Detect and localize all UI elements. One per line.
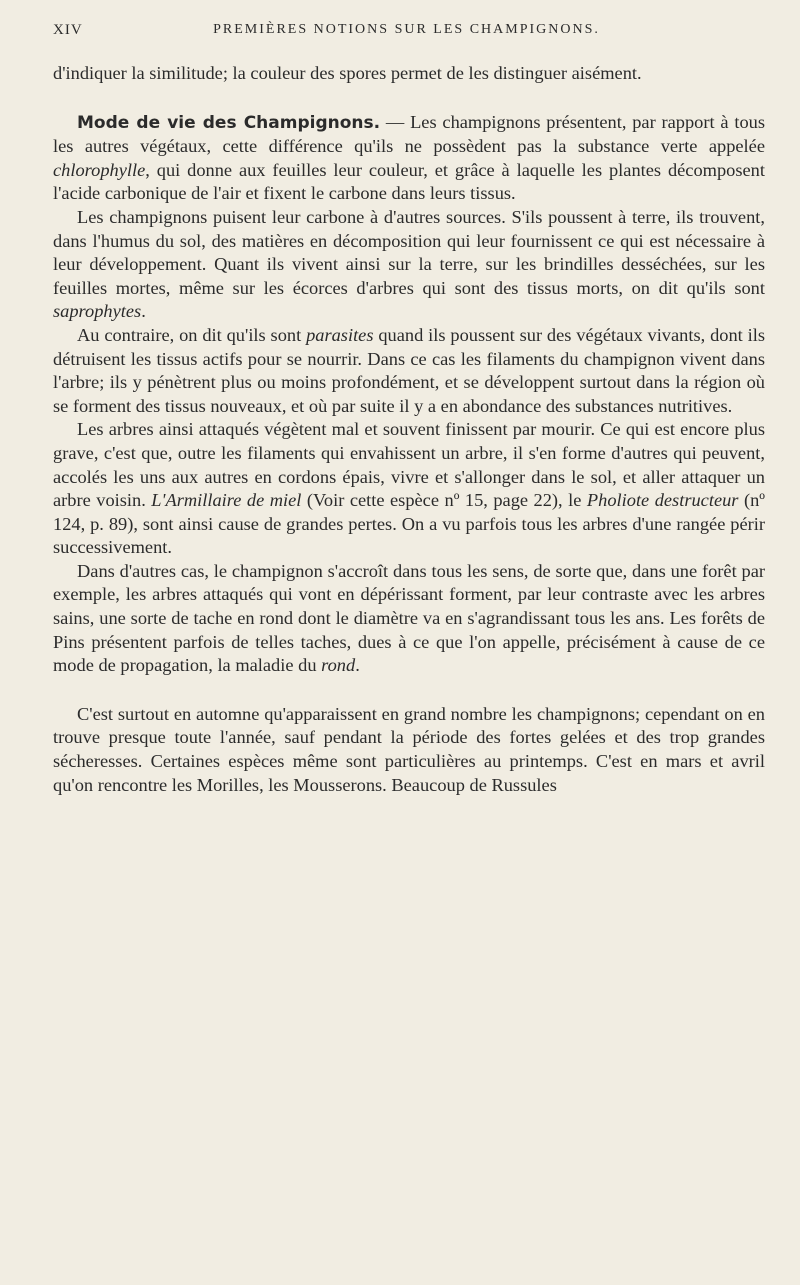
running-title: PREMIÈRES NOTIONS SUR LES CHAMPIGNONS. <box>213 22 600 37</box>
paragraph-maladie-du-rond: Dans d'autres cas, le champignon s'accroît dans tous les sens, de sorte que, dans une forêt par exemple, les arbres attaqués qui vont en dépérissant forment, par leur contraste avec les arbres sains, une sorte de tache en rond dont le diamètre va en s'agrandissant tous les ans. Les forêts de Pins présentent parfois de telles taches, dues à ce que l'on appelle, précisément à cause de ce mode de propagation, la maladie du rond. <box>53 560 765 676</box>
paragraph-mode-de-vie: Mode de vie des Champignons. — Les champignons présentent, par rapport à tous les autres végétaux, cette différence qu'ils ne possèdent pas la substance verte appelée chlorophylle, qui donne aux feuilles leur couleur, et grâce à laquelle les plantes décomposent l'acide carbonique de l'air et fixent le carbone dans leurs tissus. <box>53 111 765 204</box>
term-chlorophylle: chlorophylle <box>53 159 146 180</box>
term-parasites: parasites <box>306 324 374 345</box>
term-armillaire: L'Armillaire de miel <box>151 490 302 511</box>
section-title: Mode de vie des Champignons. <box>77 112 381 133</box>
paragraph-saprophytes: Les champignons puisent leur carbone à d'autres sources. S'ils poussent à terre, ils trouvent, dans l'humus du sol, des matières en décomposition qui leur fournissent ce qui est nécessaire à leur développement. Quant ils vivent ainsi sur la terre, sur les brindilles desséchées, sur les feuilles mortes, même sur les écorces d'arbres qui sont des tissus morts, on dit qu'ils sont saprophytes. <box>53 206 765 322</box>
term-pholiote: Pholiote destructeur <box>586 490 739 511</box>
text-body <box>53 62 765 797</box>
paragraph-parasites: Au contraire, on dit qu'ils sont parasites quand ils poussent sur des végétaux vivants, dont ils détruisent les tissus actifs pour se nourrir. Dans ce cas les filaments du champignon vivent dans l'arbre; ils y pénètrent plus ou moins profondément, et se développent surtout dans la région où se forment des tissus nouveaux, et où par suite il y a en abondance des substances nutritives. <box>53 324 765 416</box>
paragraph-arbres-attaques: Les arbres ainsi attaqués végètent mal et souvent finissent par mourir. Ce qui est encore plus grave, c'est que, outre les filaments qui envahissent un arbre, il s'en forme d'autres qui peuvent, accolés les uns aux autres en cordons épais, vivre et s'allonger dans le sol, et aller attaquer un arbre voisin. L'Armillaire de miel (Voir cette espèce nº 15, page 22), le Pholiote destructeur (nº 124, p. 89), sont ainsi cause de grandes pertes. On a vu parfois tous les arbres d'une rangée périr successivement. <box>53 419 765 558</box>
paragraph-saisons: C'est surtout en automne qu'apparaissent en grand nombre les champignons; cependant on en trouve presque toute l'année, sauf pendant la période des fortes gelées et des trop grandes sécheresses. Certaines espèces même sont particulières au printemps. C'est en mars et avril qu'on rencontre les Morilles, les Mousserons. Beaucoup de Russules <box>53 703 765 795</box>
page-number: XIV <box>53 21 83 38</box>
running-header <box>53 18 760 42</box>
paragraph-continuation: d'indiquer la similitude; la couleur des spores permet de les distinguer aisément. <box>53 63 642 83</box>
term-rond: rond <box>321 655 356 676</box>
term-saprophytes: saprophytes <box>53 301 142 322</box>
